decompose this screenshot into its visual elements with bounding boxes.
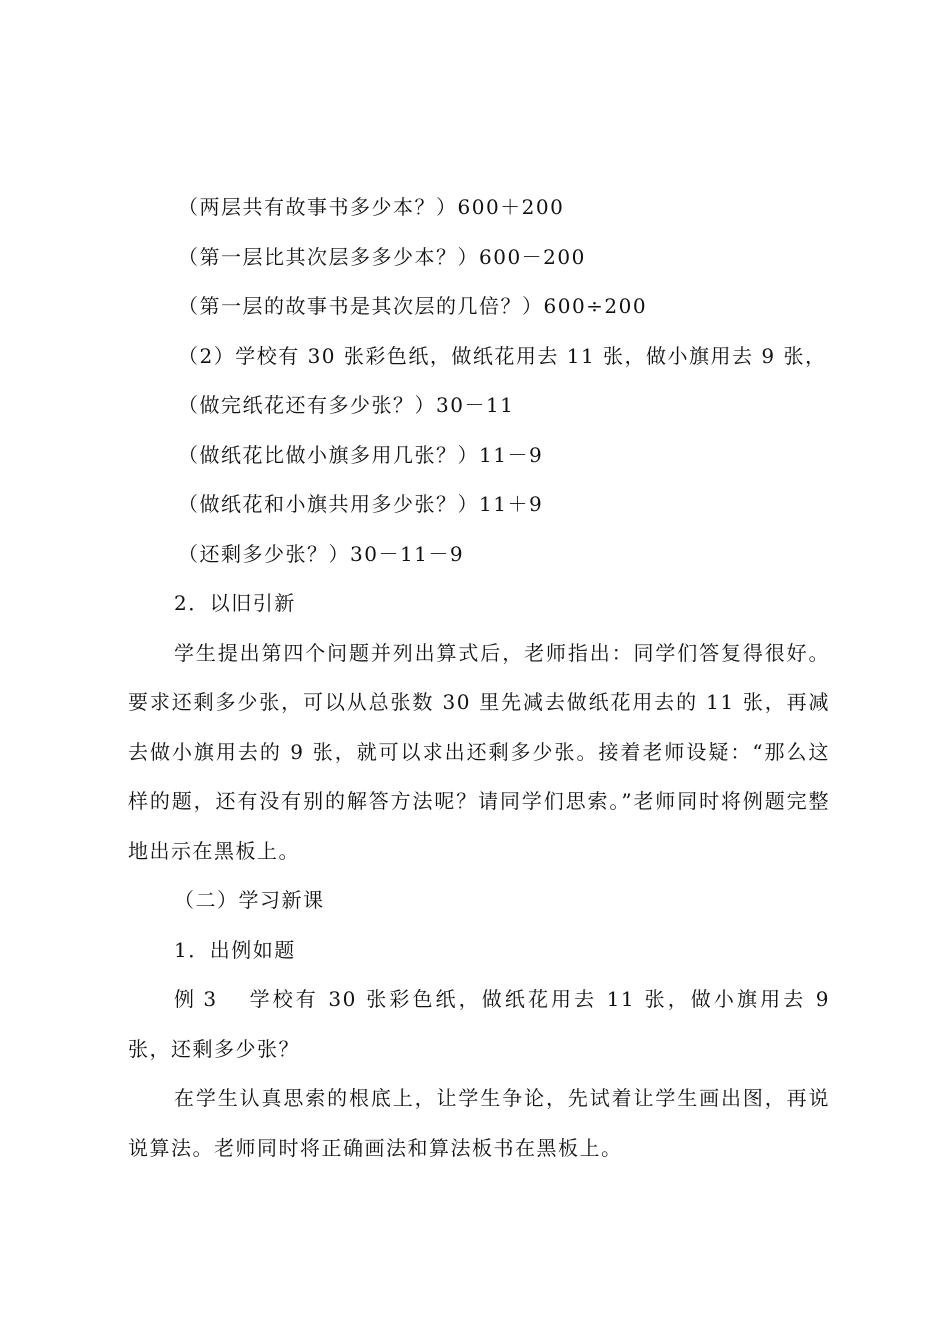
question-line-multiple-books: （第一层的故事书是其次层的几倍？）600÷200 (178, 294, 648, 318)
question-line-more-used: （做纸花比做小旗多用几张？）11－9 (178, 442, 544, 467)
example-text: 学校有 30 张彩色纸，做纸花用去 11 张，做小旗用去 9 张，还剩多少张？ (128, 987, 830, 1061)
example-label: 例 3 (174, 987, 218, 1011)
paragraph-review: 学生提出第四个问题并列出算式后，老师指出：同学们答复得很好。要求还剩多少张，可以从总张数 30 里先减去做纸花用去的 11 张，再减去做小旗用去的 9 张，就可以求出还剩多少张。接着老师设疑：“那么这样的题，还有没有别的解答方法呢？请同学们思索。”老师同时将例题完整地出示在黑板上。 (128, 640, 830, 863)
question-line-remaining: （还剩多少张？）30－11－9 (178, 541, 465, 566)
question-line-total-used: （做纸花和小旗共用多少张？）11＋9 (178, 492, 544, 516)
question-line-total-books: （两层共有故事书多少本？）600＋200 (178, 195, 565, 219)
example-problem (128, 975, 830, 1074)
heading-review: 2．以旧引新 (174, 591, 296, 615)
heading-example: 1．出例如题 (174, 937, 296, 962)
question-line-after-flowers: （做完纸花还有多少张？）30－11 (178, 393, 515, 417)
problem-item-2: （2）学校有 30 张彩色纸，做纸花用去 11 张，做小旗用去 9 张， (178, 343, 827, 368)
heading-new-lesson: （二）学习新课 (174, 888, 325, 912)
document-content (128, 183, 830, 1173)
paragraph-method: 在学生认真思索的根底上，让学生争论，先试着让学生画出图，再说说算法。老师同时将正确画法和算法板书在黑板上。 (128, 1086, 830, 1160)
question-line-difference-books: （第一层比其次层多多少本？）600－200 (178, 244, 586, 269)
